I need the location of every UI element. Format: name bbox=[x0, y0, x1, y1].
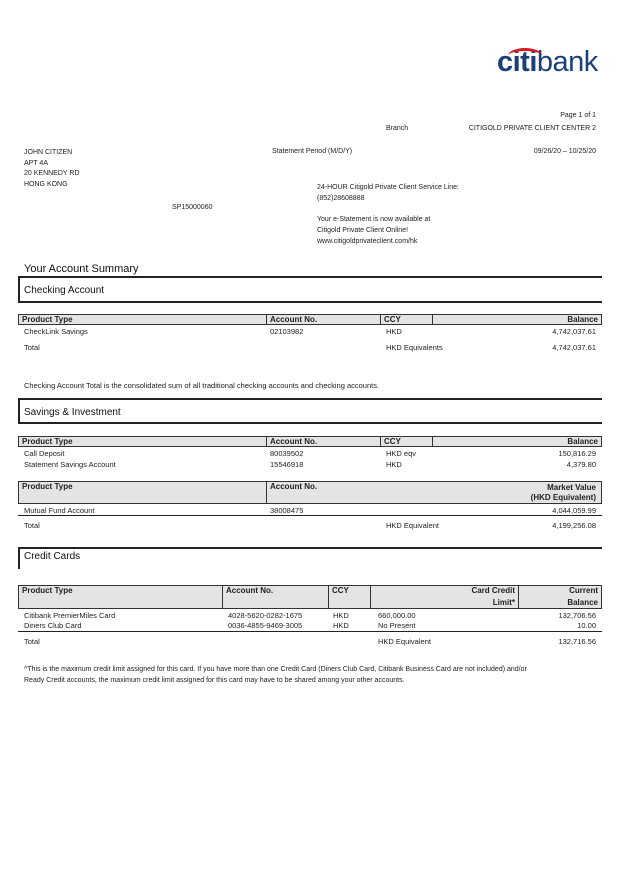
table-row-ccy: HKD bbox=[386, 327, 402, 336]
savings-top-rule bbox=[18, 398, 602, 400]
estatement-line: Citigold Private Client Online! bbox=[317, 227, 409, 234]
summary-rule bbox=[18, 276, 602, 278]
table-row-limit: No Present bbox=[378, 621, 416, 630]
col-ccy: CCY bbox=[381, 437, 433, 446]
checking-header bbox=[18, 314, 602, 325]
page-number: Page 1 of 1 bbox=[560, 112, 596, 119]
col-account-no: Account No. bbox=[267, 315, 381, 324]
fund-row-rule bbox=[18, 515, 602, 516]
table-row-product: Statement Savings Account bbox=[24, 460, 116, 469]
table-row-balance: 4,379.80 bbox=[566, 460, 596, 469]
savings-title: Savings & Investment bbox=[24, 407, 121, 418]
footnote-line: Ready Credit accounts, the maximum credit limit assigned for this card may have to be shared among your other accounts. bbox=[24, 677, 405, 684]
period-label: Statement Period (M/D/Y) bbox=[272, 148, 353, 155]
checking-rule bbox=[18, 301, 602, 303]
cards-row-rule bbox=[18, 631, 602, 632]
checking-note: Checking Account Total is the consolidated sum of all traditional checking accounts and checking accounts. bbox=[24, 381, 380, 390]
col-product-type: Product Type bbox=[19, 482, 267, 503]
col-product-type: Product Type bbox=[19, 586, 223, 608]
table-row-ccy: HKD bbox=[333, 611, 349, 620]
service-line-label: 24-HOUR Citigold Private Client Service Line: bbox=[317, 184, 459, 191]
logo-arc-icon bbox=[508, 48, 542, 63]
col-account-no: Account No. bbox=[267, 437, 381, 446]
estatement-line: Your e-Statement is now available at bbox=[317, 216, 431, 223]
cards-top-rule bbox=[18, 547, 602, 549]
col-balance: Balance bbox=[567, 437, 598, 446]
table-row-product: Call Deposit bbox=[24, 449, 65, 458]
col-ccy: CCY bbox=[329, 586, 371, 608]
table-row-balance: 10.00 bbox=[577, 621, 596, 630]
col-current-balance bbox=[519, 586, 601, 608]
total-ccy: HKD Equivalents bbox=[386, 343, 443, 352]
cards-title: Credit Cards bbox=[24, 551, 81, 562]
credit-footnote bbox=[24, 664, 527, 686]
section-marker bbox=[18, 276, 20, 303]
logo-bank: bank bbox=[536, 46, 598, 78]
period-value: 09/26/20 – 10/25/20 bbox=[533, 148, 596, 155]
total-value: 132,716.56 bbox=[558, 637, 596, 646]
table-row-product: CheckLink Savings bbox=[24, 327, 88, 336]
address-line: APT 4A bbox=[24, 159, 48, 167]
table-row-account: 38008475 bbox=[270, 506, 304, 515]
market-value-sublabel: (HKD Equivalent) bbox=[530, 493, 596, 502]
section-marker bbox=[18, 547, 20, 569]
service-line bbox=[317, 182, 459, 204]
estatement-url: www.citigoldprivateclient.com/hk bbox=[317, 238, 418, 245]
address-line: HONG KONG bbox=[24, 180, 68, 188]
address-line: JOHN CITIZEN bbox=[24, 149, 73, 156]
col-account-no: Account No. bbox=[223, 586, 329, 608]
table-row-account: 80039502 bbox=[270, 449, 304, 458]
col-balance: Balance bbox=[567, 315, 598, 324]
table-row-balance: 4,742,037.61 bbox=[552, 327, 596, 336]
savings-rule bbox=[18, 422, 602, 424]
total-value: 4,199,256.08 bbox=[552, 521, 596, 530]
table-row-ccy: HKD eqv bbox=[386, 449, 417, 458]
branch-value: CITIGOLD PRIVATE CLIENT CENTER 2 bbox=[468, 125, 596, 132]
table-row-account: 0036-4855-9469-3005 bbox=[228, 621, 303, 630]
total-label: Total bbox=[24, 637, 40, 646]
credit-limit-sublabel: Limit* bbox=[492, 598, 515, 607]
summary-title: Your Account Summary bbox=[24, 263, 139, 275]
table-row-balance: 150,816.29 bbox=[558, 449, 596, 458]
table-row-product: Diners Club Card bbox=[24, 621, 82, 630]
total-ccy: HKD Equivalent bbox=[386, 521, 439, 530]
table-row-balance: 132,706.56 bbox=[558, 611, 596, 620]
col-ccy: CCY bbox=[381, 315, 433, 324]
table-row-account: 15546918 bbox=[270, 460, 304, 469]
footnote-line: ^This is the maximum credit limit assigned for this card. If you have more than one Credit Card (Diners Club Card, Citibank Business Card are not included) and/or bbox=[24, 666, 527, 673]
table-row-account: 4028-5620-0282-1675 bbox=[228, 611, 303, 620]
current-balance-sublabel: Balance bbox=[567, 598, 598, 607]
col-account-no: Account No. bbox=[270, 482, 318, 491]
table-row-ccy: HKD bbox=[333, 621, 349, 630]
estatement-notice bbox=[317, 214, 430, 247]
service-phone: (852)28608888 bbox=[317, 195, 365, 202]
section-marker bbox=[18, 398, 20, 424]
col-product-type: Product Type bbox=[19, 437, 267, 446]
cards-header bbox=[18, 585, 602, 609]
table-row-limit: 660,000.00 bbox=[378, 611, 416, 620]
col-product-type: Product Type bbox=[19, 315, 267, 324]
table-row-account: 02103982 bbox=[270, 327, 304, 336]
address-block bbox=[24, 148, 80, 190]
logo-citi: citi bbox=[497, 46, 537, 78]
table-row-value: 4,044,059.99 bbox=[552, 506, 596, 515]
checking-title: Checking Account bbox=[24, 285, 105, 296]
table-row-product: Citibank PremierMiles Card bbox=[24, 611, 116, 620]
current-balance-label: Current bbox=[569, 586, 598, 595]
table-row-ccy: HKD bbox=[386, 460, 402, 469]
branch-label: Branch bbox=[386, 125, 409, 132]
total-value: 4,742,037.61 bbox=[552, 343, 596, 352]
col-credit-limit bbox=[371, 586, 519, 608]
col-market-value bbox=[480, 483, 596, 503]
total-label: Total bbox=[24, 521, 40, 530]
credit-limit-label: Card Credit bbox=[471, 586, 515, 595]
total-ccy: HKD Equivalent bbox=[378, 637, 431, 646]
market-value-label: Market Value bbox=[547, 483, 596, 492]
reference-code: SP15000060 bbox=[172, 204, 213, 211]
savings-header bbox=[18, 436, 602, 447]
address-line: 20 KENNEDY RD bbox=[24, 170, 80, 177]
total-label: Total bbox=[24, 343, 40, 352]
table-row-product: Mutual Fund Account bbox=[24, 506, 95, 515]
